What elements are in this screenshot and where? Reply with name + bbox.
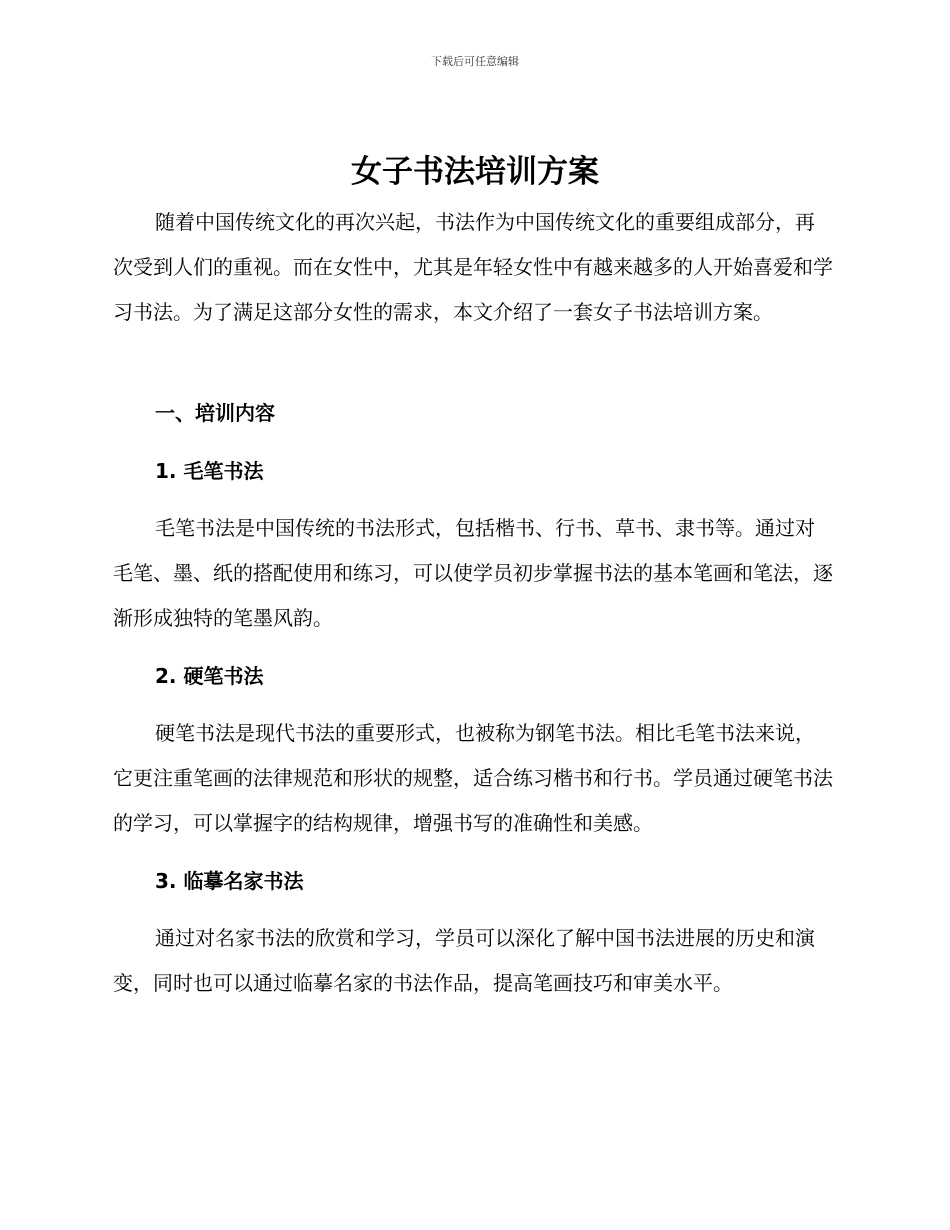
- item-heading-master-copying: 3. 临摹名家书法: [155, 869, 304, 893]
- section-heading-training-content: 一、培训内容: [155, 401, 275, 425]
- item-heading-brush-calligraphy: 1. 毛笔书法: [155, 459, 264, 483]
- document-title: 女子书法培训方案: [351, 154, 599, 190]
- master-copying-paragraph: 通过对名家书法的欣赏和学习，学员可以深化了解中国书法进展的历史和演变，同时也可以通过临摹名家的书法作品，提高笔画技巧和审美水平。: [113, 926, 815, 995]
- item-heading-hard-pen-calligraphy: 2. 硬笔书法: [155, 664, 264, 688]
- hard-pen-calligraphy-paragraph: 硬笔书法是现代书法的重要形式，也被称为钢笔书法。相比毛笔书法来说，它更注重笔画的法律规范和形状的规整，适合练习楷书和行书。学员通过硬笔书法的学习，可以掌握字的结构规律，增强书写的准确性和美感。: [113, 721, 833, 835]
- header-note: 下载后可任意编辑: [431, 55, 519, 68]
- intro-paragraph: 随着中国传统文化的再次兴起，书法作为中国传统文化的重要组成部分，再次受到人们的重视。而在女性中，尤其是年轻女性中有越来越多的人开始喜爱和学习书法。为了满足这部分女性的需求，本文介绍了一套女子书法培训方案。: [113, 210, 833, 324]
- brush-calligraphy-paragraph: 毛笔书法是中国传统的书法形式，包括楷书、行书、草书、隶书等。通过对毛笔、墨、纸的搭配使用和练习，可以使学员初步掌握书法的基本笔画和笔法，逐渐形成独特的笔墨风韵。: [113, 516, 833, 630]
